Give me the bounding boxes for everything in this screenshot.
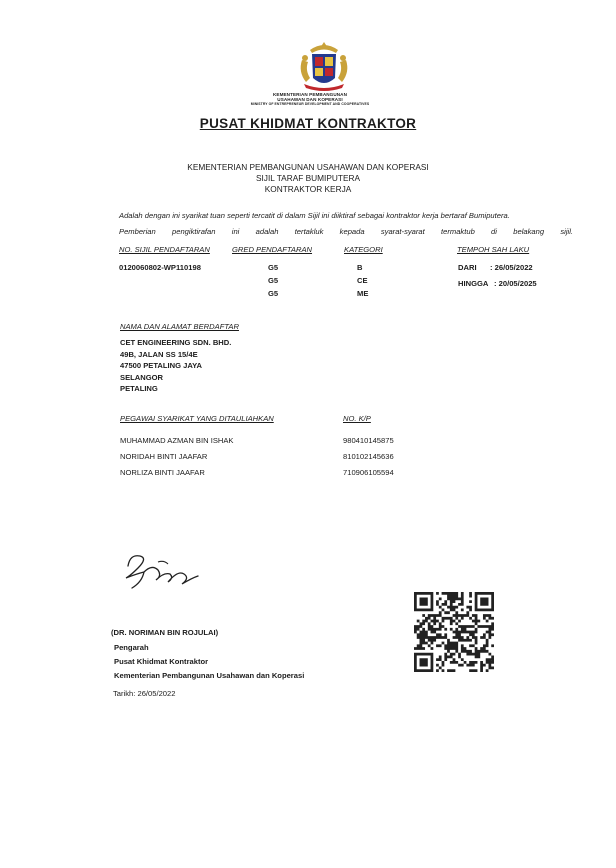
signatory-name: (DR. NORIMAN BIN ROJULAI) bbox=[111, 628, 219, 637]
hingga-label: HINGGA bbox=[458, 279, 489, 288]
col-header-gred: GRED PENDAFTARAN bbox=[232, 245, 313, 254]
kategori-value: CE bbox=[357, 276, 368, 285]
address-line: PETALING bbox=[120, 384, 158, 394]
officer-name: MUHAMMAD AZMAN BIN ISHAK bbox=[120, 436, 234, 445]
signature-image bbox=[118, 548, 202, 592]
officer-kp: 710906105594 bbox=[343, 468, 394, 477]
address-line: 49B, JALAN SS 15/4E bbox=[120, 349, 198, 359]
signatory-org: Pusat Khidmat Kontraktor bbox=[114, 657, 209, 666]
ministry-small-line: USAHAWAN DAN KOPERASI bbox=[277, 97, 343, 102]
gred-value: G5 bbox=[268, 276, 279, 285]
ministry-name: KEMENTERIAN PEMBANGUNAN USAHAWAN DAN KOPERASI bbox=[187, 162, 429, 172]
address-line: SELANGOR bbox=[120, 372, 164, 382]
officer-kp: 980410145875 bbox=[343, 436, 394, 445]
company-address bbox=[120, 337, 231, 395]
intro-sentence-2: Pemberian pengiktirafan ini adalah tertakluk kepada syarat-syarat termaktub di belakang sijil. bbox=[119, 227, 573, 236]
kp-header: NO. K/P bbox=[343, 414, 371, 423]
dari-value: : 26/05/2022 bbox=[490, 263, 533, 272]
kategori-value: ME bbox=[357, 289, 369, 298]
ministry-small-label bbox=[250, 92, 370, 107]
officer-name: NORLIZA BINTI JAAFAR bbox=[120, 468, 205, 477]
dari-label: DARI bbox=[458, 263, 477, 272]
certificate-type: SIJIL TARAF BUMIPUTERA bbox=[255, 173, 361, 183]
signatory-ministry: Kementerian Pembangunan Usahawan dan Koperasi bbox=[114, 671, 305, 680]
company-name: CET ENGINEERING SDN. BHD. bbox=[120, 338, 232, 347]
col-header-tempoh: TEMPOH SAH LAKU bbox=[457, 245, 530, 254]
officer-name: NORIDAH BINTI JAAFAR bbox=[120, 452, 208, 461]
gred-value: G5 bbox=[268, 289, 279, 298]
qr-code bbox=[414, 592, 494, 672]
document-title: PUSAT KHIDMAT KONTRAKTOR bbox=[199, 116, 417, 131]
signatory-role: Pengarah bbox=[114, 643, 149, 652]
intro-sentence-1: Adalah dengan ini syarikat tuan seperti tercatit di dalam Sijil ini diiktiraf sebagai kontraktor kerja bertaraf Bumiputera. bbox=[119, 211, 510, 220]
col-header-kategori: KATEGORI bbox=[344, 245, 383, 254]
col-header-no-sijil: NO. SIJIL PENDAFTARAN bbox=[119, 245, 210, 254]
ministry-small-line: KEMENTERIAN PEMBANGUNAN bbox=[272, 92, 347, 97]
issue-date: Tarikh: 26/05/2022 bbox=[113, 689, 176, 698]
contractor-type: KONTRAKTOR KERJA bbox=[264, 184, 352, 194]
officers-header: PEGAWAI SYARIKAT YANG DITAULIAHKAN bbox=[120, 414, 274, 423]
ministry-small-line: MINISTRY OF ENTREPRENEUR DEVELOPMENT AND COOPERATIVES bbox=[250, 102, 370, 106]
gred-value: G5 bbox=[268, 263, 279, 272]
address-line: 47500 PETALING JAYA bbox=[120, 361, 203, 371]
registration-number: 0120060802-WP110198 bbox=[119, 263, 201, 272]
hingga-value: : 20/05/2025 bbox=[494, 279, 537, 288]
kategori-value: B bbox=[357, 263, 363, 272]
officer-kp: 810102145636 bbox=[343, 452, 394, 461]
company-header: NAMA DAN ALAMAT BERDAFTAR bbox=[120, 322, 239, 331]
